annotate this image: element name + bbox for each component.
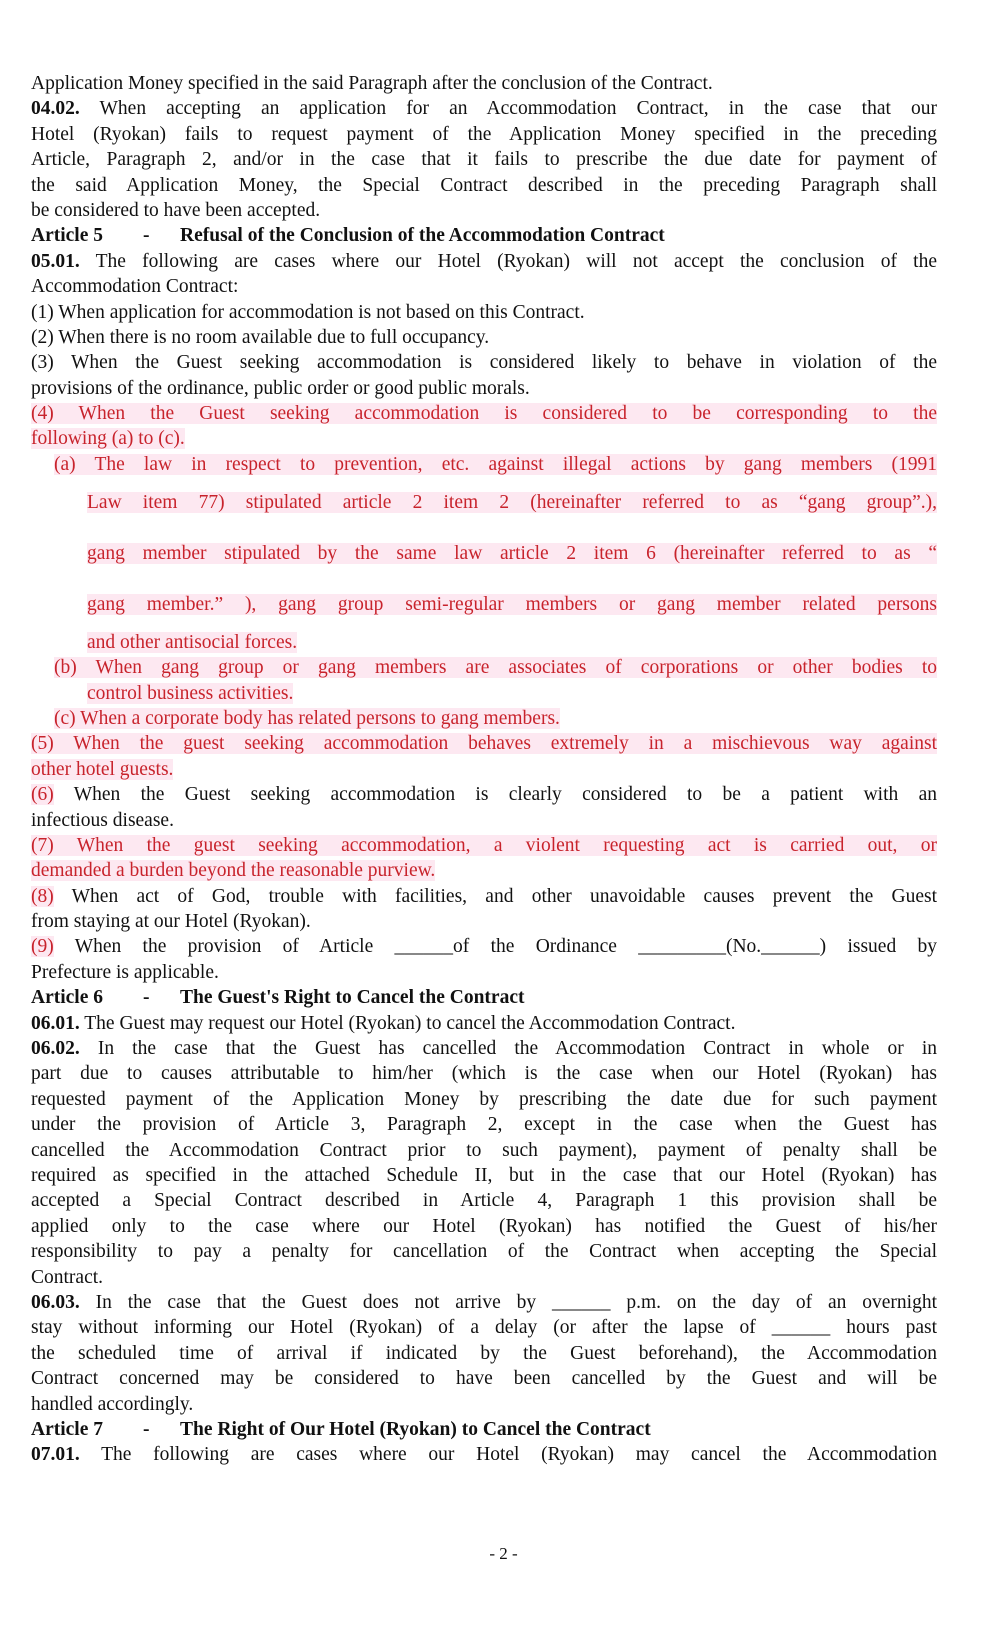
text-segment: responsibility to pay a penalty for cancellation of the Contract when accepting the Special	[31, 1241, 937, 1263]
document-line	[31, 1315, 937, 1340]
page-number: - 2 -	[489, 1544, 518, 1563]
text-segment: requested payment of the Application Money by prescribing the date due for such payment	[31, 1088, 937, 1110]
document-line	[31, 350, 937, 375]
text-segment: the scheduled time of arrival if indicated by the Guest beforehand), the Accommodation	[31, 1342, 937, 1364]
document-line	[31, 147, 937, 172]
document-line	[31, 909, 937, 934]
text-segment: Application Money specified in the said Paragraph after the conclusion of the Contract.	[31, 73, 713, 94]
text-segment: The following are cases where our Hotel (Ryokan) will not accept the conclusion of the	[79, 250, 937, 272]
text-segment: In the case that the Guest does not arrive by ______ p.m. on the day of an overnight	[79, 1291, 937, 1313]
highlighted-text: (c) When a corporate body has related persons to gang members.	[54, 707, 560, 729]
document-line	[31, 808, 937, 833]
highlighted-text: (7) When the guest seeking accommodation, a violent requesting act is carried out, or	[31, 834, 937, 856]
text-segment: cancelled the Accommodation Contract prior to such payment), payment of penalty shall be	[31, 1139, 937, 1161]
document-line	[31, 1036, 937, 1061]
text-segment: provisions of the ordinance, public order or good public morals.	[31, 377, 530, 399]
text-segment: Accommodation Contract:	[31, 276, 239, 298]
document-line	[87, 630, 937, 655]
text-segment: the said Application Money, the Special Contract described in the preceding Paragraph shall	[31, 174, 937, 196]
document-line	[31, 1392, 937, 1417]
document-line	[31, 1442, 937, 1467]
document-line	[31, 1265, 937, 1290]
article-heading	[31, 223, 937, 248]
clause-number: 07.01.	[31, 1444, 80, 1466]
document-line	[31, 1341, 937, 1366]
highlighted-text: (6)	[31, 784, 54, 806]
document-line	[31, 1188, 937, 1213]
document-line	[31, 1163, 937, 1188]
document-line	[31, 325, 937, 350]
document-line	[31, 401, 937, 426]
article-number: Article 6	[31, 987, 104, 1009]
document-line	[31, 300, 937, 325]
text-segment: When accepting an application for an Accommodation Contract, in the case that our	[79, 98, 937, 120]
text-segment: The Guest may request our Hotel (Ryokan) to cancel the Accommodation Contract.	[79, 1012, 736, 1034]
text-segment: The following are cases where our Hotel (Ryokan) may cancel the Accommodation	[79, 1444, 937, 1466]
text-segment: Prefecture is applicable.	[31, 961, 219, 983]
document-line	[31, 173, 937, 198]
article-separator: -	[143, 225, 150, 247]
highlighted-text: Law item 77) stipulated article 2 item 2 (hereinafter referred to as “gang group”.),	[87, 491, 937, 513]
clause-number: 05.01.	[31, 250, 80, 272]
document-line	[31, 122, 937, 147]
document-line	[87, 490, 937, 515]
text-segment: required as specified in the attached Schedule II, but in the case that our Hotel (Ryokan) has	[31, 1165, 937, 1186]
document-line	[31, 1366, 937, 1391]
highlighted-text: following (a) to (c).	[31, 428, 185, 450]
text-segment: accepted a Special Contract described in Article 4, Paragraph 1 this provision shall be	[31, 1190, 937, 1212]
text-segment: from staying at our Hotel (Ryokan).	[31, 911, 311, 933]
highlighted-text: (a) The law in respect to prevention, etc. against illegal actions by gang members (1991	[54, 453, 937, 475]
document-line	[31, 1138, 937, 1163]
document-line	[31, 1011, 937, 1036]
highlighted-text: demanded a burden beyond the reasonable purview.	[31, 860, 436, 882]
document-line	[31, 426, 937, 451]
highlighted-text: gang member.” ), gang group semi-regular members or gang member related persons	[87, 593, 937, 615]
document-line	[31, 858, 937, 883]
document-line	[31, 934, 937, 959]
document-line	[31, 71, 937, 96]
highlighted-text: (5) When the guest seeking accommodation behaves extremely in a mischievous way against	[31, 733, 937, 755]
article-title: The Guest's Right to Cancel the Contract	[180, 987, 525, 1009]
article-number: Article 5	[31, 225, 104, 247]
document-line	[31, 1087, 937, 1112]
document-line	[54, 452, 937, 477]
highlighted-text: (4) When the Guest seeking accommodation is considered to be corresponding to the	[31, 403, 937, 425]
text-segment: (3) When the Guest seeking accommodation is considered likely to behave in violation of the	[31, 352, 937, 374]
document-line	[31, 782, 937, 807]
article-heading	[31, 1417, 937, 1442]
text-segment: applied only to the case where our Hotel (Ryokan) has notified the Guest of his/her	[31, 1215, 937, 1237]
text-segment: (2) When there is no room available due to full occupancy.	[31, 326, 490, 348]
text-segment: be considered to have been accepted.	[31, 199, 321, 221]
document-line	[31, 249, 937, 274]
clause-number: 06.02.	[31, 1038, 80, 1060]
document-line	[31, 960, 937, 985]
document-line	[31, 1214, 937, 1239]
text-segment: stay without informing our Hotel (Ryokan) of a delay (or after the lapse of ______ hours past	[31, 1317, 937, 1339]
highlighted-text: and other antisocial forces.	[87, 631, 298, 653]
article-heading	[31, 985, 937, 1010]
clause-number: 06.03.	[31, 1291, 80, 1313]
document-line	[54, 706, 937, 731]
text-segment: infectious disease.	[31, 809, 174, 831]
article-title: Refusal of the Conclusion of the Accommodation Contract	[180, 225, 665, 247]
highlighted-text: control business activities.	[87, 682, 294, 704]
document-line	[31, 1061, 937, 1086]
text-segment: (1) When application for accommodation is not based on this Contract.	[31, 301, 585, 323]
text-segment: Contract concerned may be considered to have been cancelled by the Guest and will be	[31, 1368, 937, 1390]
document-body	[31, 71, 937, 1468]
article-separator: -	[143, 1418, 150, 1440]
text-segment: part due to causes attributable to him/her (which is the case when our Hotel (Ryokan) has	[31, 1063, 937, 1085]
text-segment: When the provision of Article ______of the Ordinance _________(No.______) issued by	[53, 936, 937, 958]
text-segment: When act of God, trouble with facilities, and other unavoidable causes prevent the Guest	[53, 885, 937, 907]
clause-number: 04.02.	[31, 98, 80, 120]
document-line	[31, 376, 937, 401]
highlighted-text: other hotel guests.	[31, 758, 174, 780]
document-line	[87, 681, 937, 706]
text-segment: In the case that the Guest has cancelled the Accommodation Contract in whole or in	[79, 1038, 937, 1060]
document-line	[31, 833, 937, 858]
document-line	[87, 541, 937, 566]
document-line	[31, 198, 937, 223]
document-line	[31, 1290, 937, 1315]
text-segment: Hotel (Ryokan) fails to request payment of the Application Money specified in the preceding	[31, 123, 937, 145]
document-line	[87, 592, 937, 617]
text-segment: When the Guest seeking accommodation is clearly considered to be a patient with an	[53, 784, 937, 806]
document-line	[31, 884, 937, 909]
highlighted-text: gang member stipulated by the same law article 2 item 6 (hereinafter referred to as “	[87, 542, 937, 564]
article-title: The Right of Our Hotel (Ryokan) to Cancel the Contract	[180, 1418, 651, 1440]
document-line	[31, 274, 937, 299]
text-segment: under the provision of Article 3, Paragraph 2, except in the case when the Guest has	[31, 1114, 937, 1136]
document-line	[31, 731, 937, 756]
highlighted-text: (9)	[31, 936, 54, 958]
document-line	[54, 655, 937, 680]
article-separator: -	[143, 987, 150, 1009]
clause-number: 06.01.	[31, 1012, 80, 1034]
document-line	[31, 1239, 937, 1264]
highlighted-text: (8)	[31, 885, 54, 907]
highlighted-text: (b) When gang group or gang members are associates of corporations or other bodies to	[54, 657, 937, 679]
article-number: Article 7	[31, 1418, 104, 1440]
text-segment: handled accordingly.	[31, 1393, 194, 1415]
document-line	[31, 1112, 937, 1137]
text-segment: Article, Paragraph 2, and/or in the case that it fails to prescribe the due date for payment of	[31, 149, 937, 171]
document-line	[31, 96, 937, 121]
document-line	[31, 757, 937, 782]
text-segment: Contract.	[31, 1266, 104, 1288]
